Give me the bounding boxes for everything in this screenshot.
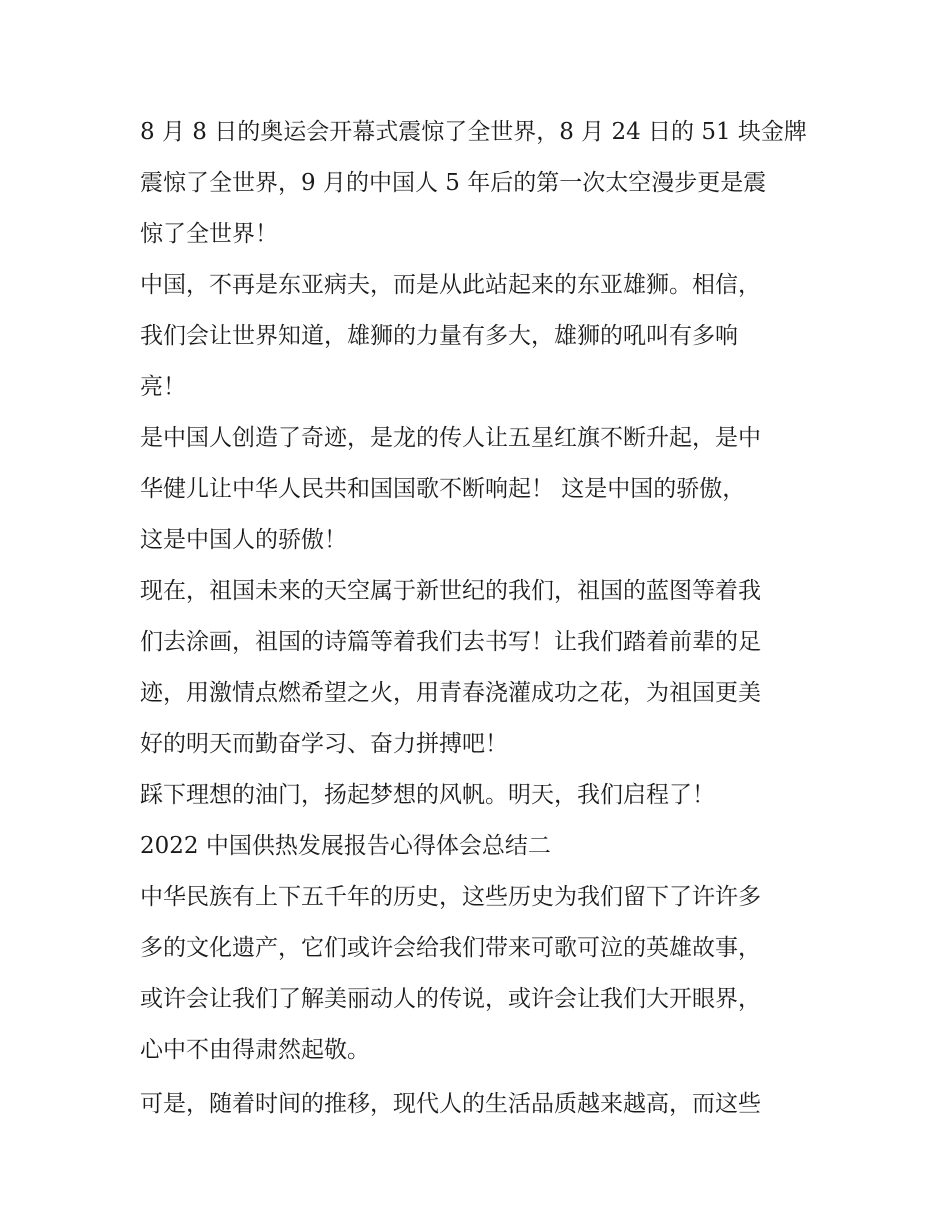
text-line: 或许会让我们了解美丽动人的传说，或许会让我们大开眼界， [140,986,761,1012]
text-line: 这是中国人的骄傲！ [140,527,347,553]
text-line: 心中不由得肃然起敬。 [140,1037,370,1063]
text-line: 现在，祖国未来的天空属于新世纪的我们，祖国的蓝图等着我 [140,578,761,604]
text-line: 们去涂画，祖国的诗篇等着我们去书写！让我们踏着前辈的足 [140,629,761,655]
text-line: 迹，用激情点燃希望之火，用青春浇灌成功之花，为祖国更美 [140,680,761,706]
text-line: 好的明天而勤奋学习、奋力拼搏吧！ [140,731,508,757]
text-line: 惊了全世界！ [140,221,278,247]
document-body [140,107,830,1130]
section-heading: 2022 中国供热发展报告心得体会总结二 [140,833,551,859]
text-line: 踩下理想的油门，扬起梦想的风帆。明天，我们启程了！ [140,782,715,808]
text-line: 是中国人创造了奇迹，是龙的传人让五星红旗不断升起，是中 [140,425,761,451]
text-line: 震惊了全世界，9 月的中国人 5 年后的第一次太空漫步更是震 [140,170,767,196]
text-line: 中华民族有上下五千年的历史，这些历史为我们留下了许许多 [140,884,761,910]
text-line: 华健儿让中华人民共和国国歌不断响起！ 这是中国的骄傲， [140,476,746,502]
text-line: 可是，随着时间的推移，现代人的生活品质越来越高，而这些 [140,1091,761,1117]
text-line: 亮！ [140,374,186,400]
text-line: 多的文化遗产，它们或许会给我们带来可歌可泣的英雄故事， [140,935,761,961]
text-line: 我们会让世界知道，雄狮的力量有多大，雄狮的吼叫有多响 [140,323,738,349]
text-line: 中国，不再是东亚病夫，而是从此站起来的东亚雄狮。相信， [140,272,761,298]
text-line: 8 月 8 日的奥运会开幕式震惊了全世界，8 月 24 日的 51 块金牌 [140,119,807,145]
